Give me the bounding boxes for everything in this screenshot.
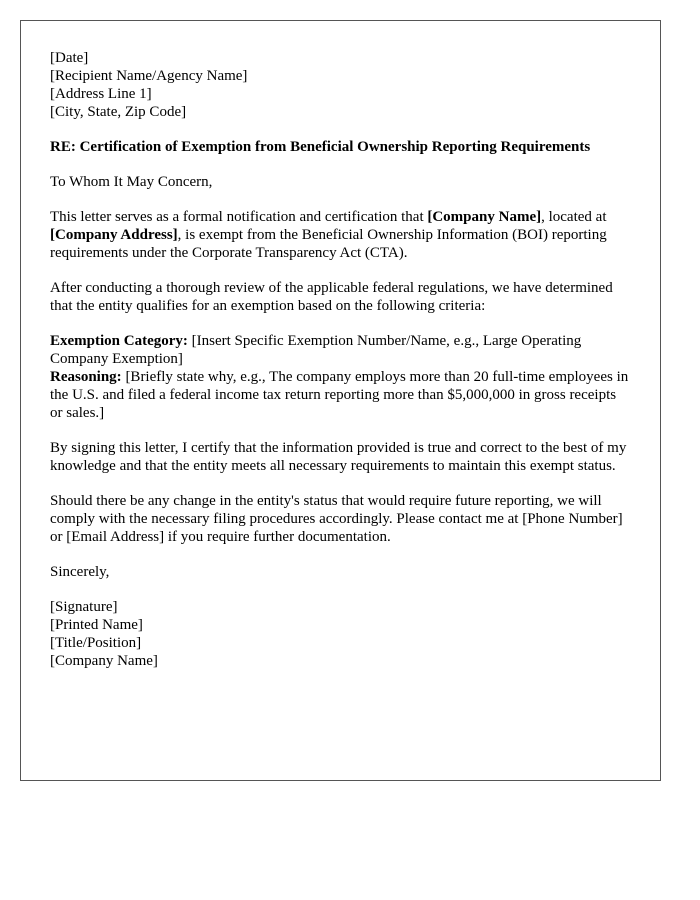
closing: Sincerely,: [50, 564, 110, 580]
address-line: [Address Line 1]: [50, 86, 152, 102]
company-name-line: [Company Name]: [50, 653, 158, 669]
city-state-zip-line: [City, State, Zip Code]: [50, 104, 187, 120]
printed-name-line: [Printed Name]: [50, 617, 143, 633]
text: This letter serves as a formal notification and certification that: [50, 209, 428, 225]
recipient-block: [50, 49, 631, 121]
title-line: [Title/Position]: [50, 635, 142, 651]
company-name: [Company Name]: [427, 209, 542, 225]
exemption-category-value: [Insert Specific Exemption Number/Name, e.g., Large Operating Company Exemption]: [50, 333, 582, 367]
subject-line: RE: Certification of Exemption from Beneficial Ownership Reporting Requirements: [50, 139, 591, 155]
signature-line: [Signature]: [50, 599, 118, 615]
letter-page: [20, 20, 661, 781]
reasoning-value: [Briefly state why, e.g., The company employs more than 20 full-time employees in the U.S. and filed a federal income tax return reporting more than $5,000,000 in gross receipts or sales.]: [50, 369, 629, 421]
paragraph-certification: By signing this letter, I certify that the information provided is true and correct to the best of my knowledge and that the entity meets all necessary requirements to maintain this exempt status.: [50, 440, 627, 474]
exemption-details: [50, 332, 631, 422]
text: , is exempt from the Beneficial Ownership Information (BOI) reporting requirements under the Corporate Transparency Act (CTA).: [50, 227, 607, 261]
salutation: To Whom It May Concern,: [50, 174, 213, 190]
reasoning-label: Reasoning:: [50, 369, 122, 385]
paragraph-contact: Should there be any change in the entity's status that would require future reporting, we will comply with the necessary filing procedures accordingly. Please contact me at [Phone Number] or [Email Address] if you require further documentation.: [50, 493, 623, 545]
paragraph-review: After conducting a thorough review of the applicable federal regulations, we have determined that the entity qualifies for an exemption based on the following criteria:: [50, 280, 613, 314]
exemption-category-label: Exemption Category:: [50, 333, 188, 349]
date-line: [Date]: [50, 50, 89, 66]
company-address: [Company Address]: [50, 227, 178, 243]
recipient-name-line: [Recipient Name/Agency Name]: [50, 68, 248, 84]
paragraph-notification: [50, 208, 631, 262]
signature-block: [50, 598, 631, 670]
text: , located at: [541, 209, 607, 225]
